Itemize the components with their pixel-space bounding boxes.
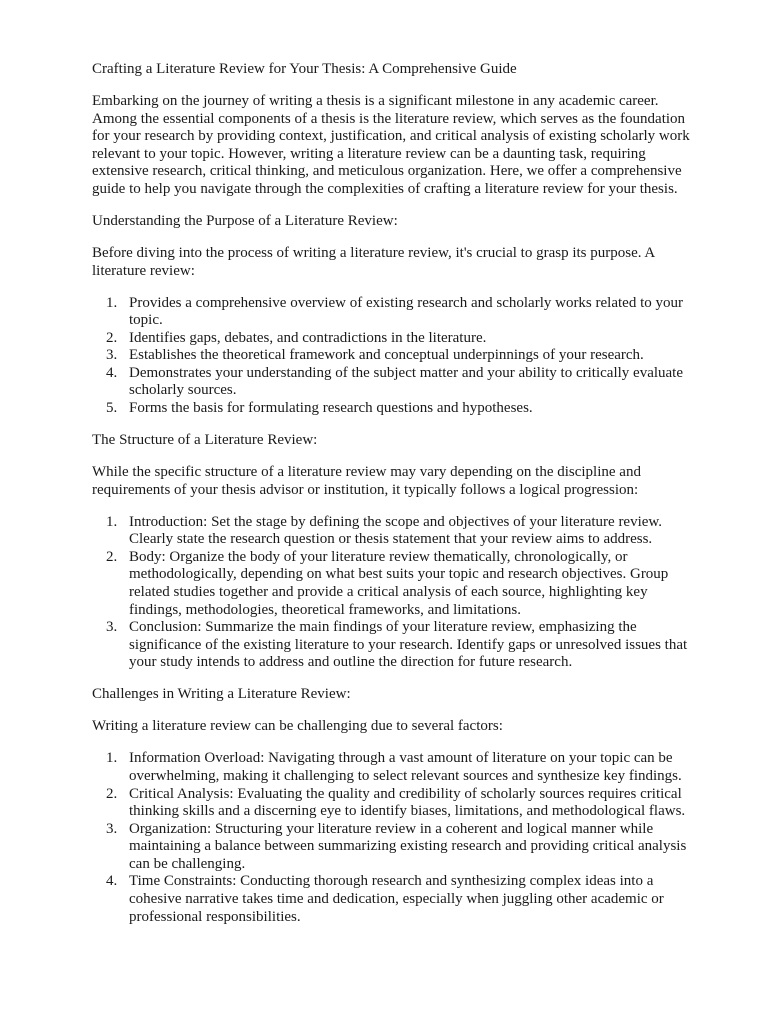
list-number: 2.	[106, 548, 118, 565]
text-line: professional responsibilities.	[129, 908, 301, 925]
list-number: 5.	[106, 400, 118, 417]
list-number: 1.	[106, 513, 118, 530]
text-line: related studies together and provide a critical analysis of each source, highlighting key	[129, 583, 648, 600]
list-item	[92, 786, 732, 821]
text-line: methodologically, depending on what best suits your topic and research objectives. Group	[129, 566, 669, 583]
list-item	[92, 873, 732, 926]
text-line: Embarking on the journey of writing a thesis is a significant milestone in any academic career.	[92, 92, 659, 109]
list-number: 4.	[106, 873, 118, 890]
list-number: 2.	[106, 329, 118, 346]
list-item	[92, 549, 732, 619]
text-line: significance of the existing literature to your research. Identify gaps or unresolved issues that	[129, 636, 688, 653]
list-item	[92, 365, 732, 400]
text-line: Identifies gaps, debates, and contradictions in the literature.	[129, 329, 487, 346]
text-line: guide to help you navigate through the complexities of crafting a literature review for your thesis.	[92, 180, 678, 197]
list-number: 1.	[106, 750, 118, 767]
text-line: overwhelming, making it challenging to select relevant sources and synthesize key findings.	[129, 767, 682, 784]
text-line: literature review:	[92, 262, 195, 279]
text-line: cohesive narrative takes time and dedication, especially when juggling other academic or	[129, 891, 664, 908]
text-line: While the specific structure of a literature review may vary depending on the discipline and	[92, 464, 641, 481]
list-item	[92, 619, 732, 672]
numbered-list	[92, 514, 732, 672]
text-line: can be challenging.	[129, 855, 246, 872]
sections	[92, 213, 732, 926]
text-line: topic.	[129, 312, 163, 329]
text-line: your study intends to address and outline the direction for future research.	[129, 654, 573, 671]
text-line: relevant to your topic. However, writing a literature review can be a daunting task, requiring	[92, 145, 646, 162]
text-line: Establishes the theoretical framework and conceptual underpinnings of your research.	[129, 347, 644, 364]
text-line: findings, methodologies, theoretical frameworks, and limitations.	[129, 601, 521, 618]
text-line: thinking skills and a discerning eye to identify biases, limitations, and methodological flaws.	[129, 803, 686, 820]
text-line: scholarly sources.	[129, 382, 237, 399]
numbered-list	[92, 750, 732, 926]
text-line: Introduction: Set the stage by defining the scope and objectives of your literature review.	[129, 513, 663, 530]
list-item	[92, 821, 732, 874]
text-line: Time Constraints: Conducting thorough research and synthesizing complex ideas into a	[129, 873, 654, 890]
document-page	[92, 61, 732, 941]
list-item	[92, 514, 732, 549]
text-line: Provides a comprehensive overview of existing research and scholarly works related to your	[129, 294, 683, 311]
section-paragraph	[92, 718, 732, 736]
list-number: 4.	[106, 364, 118, 381]
list-item	[92, 347, 732, 365]
text-line: Critical Analysis: Evaluating the quality and credibility of scholarly sources requires critical	[129, 785, 682, 802]
list-item	[92, 330, 732, 348]
section-paragraph	[92, 245, 732, 280]
text-line: Before diving into the process of writing a literature review, it's crucial to grasp its purpose. A	[92, 244, 656, 261]
list-number: 3.	[106, 347, 118, 364]
text-line: Clearly state the research question or thesis statement that your review aims to address.	[129, 531, 653, 548]
text-line: Information Overload: Navigating through a vast amount of literature on your topic can be	[129, 750, 673, 767]
text-line: Forms the basis for formulating research questions and hypotheses.	[129, 400, 533, 417]
text-line: for your research by providing context, justification, and critical analysis of existing scholarly work	[92, 128, 690, 145]
text-line: Demonstrates your understanding of the subject matter and your ability to critically evaluate	[129, 364, 683, 381]
list-number: 3.	[106, 619, 118, 636]
text-line: Organization: Structuring your literature review in a coherent and logical manner while	[129, 820, 654, 837]
list-item	[92, 750, 732, 785]
list-number: 3.	[106, 820, 118, 837]
text-line: requirements of your thesis advisor or institution, it typically follows a logical progression:	[92, 481, 639, 498]
list-item	[92, 295, 732, 330]
text-line: Body: Organize the body of your literature review thematically, chronologically, or	[129, 548, 628, 565]
text-line: Conclusion: Summarize the main findings of your literature review, emphasizing the	[129, 619, 637, 636]
section-heading: The Structure of a Literature Review:	[92, 432, 318, 449]
document-title: Crafting a Literature Review for Your Thesis: A Comprehensive Guide	[92, 61, 517, 77]
list-number: 1.	[106, 294, 118, 311]
intro-paragraph	[92, 93, 732, 199]
numbered-list	[92, 295, 732, 418]
text-line: Writing a literature review can be challenging due to several factors:	[92, 718, 503, 735]
section-heading: Understanding the Purpose of a Literature Review:	[92, 212, 398, 229]
text-line: maintaining a balance between summarizing existing research and providing critical analysis	[129, 838, 687, 855]
section-heading: Challenges in Writing a Literature Review:	[92, 686, 351, 703]
text-line: extensive research, critical thinking, and meticulous organization. Here, we offer a comprehensive	[92, 163, 682, 180]
section-paragraph	[92, 464, 732, 499]
list-item	[92, 400, 732, 418]
text-line: Among the essential components of a thesis is the literature review, which serves as the foundation	[92, 110, 686, 127]
list-number: 2.	[106, 785, 118, 802]
